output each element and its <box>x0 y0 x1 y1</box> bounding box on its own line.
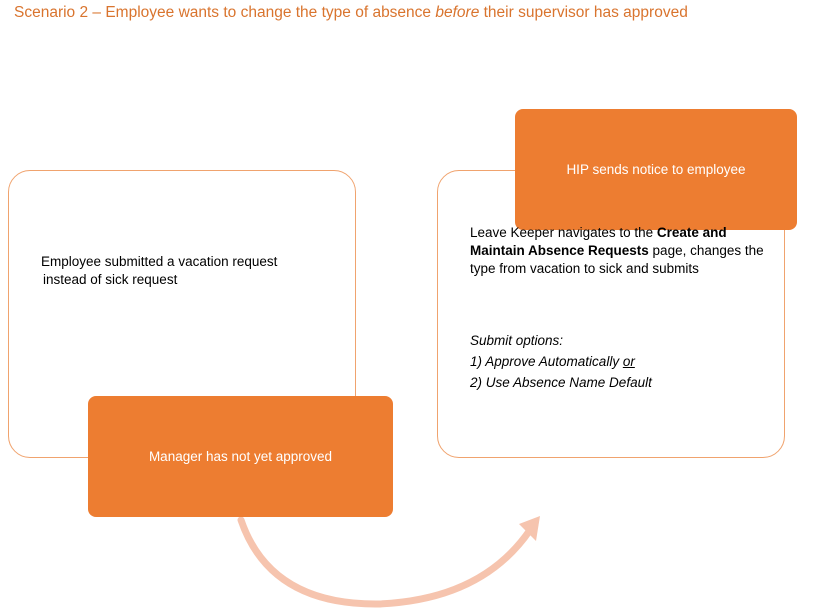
right-step-text-part1: Leave Keeper navigates to the <box>470 225 657 240</box>
manager-status-label: Manager has not yet approved <box>148 449 333 464</box>
title-text-end: their supervisor has approved <box>479 4 688 21</box>
title-text-start: Scenario 2 – Employee wants to change the type of absence <box>14 4 436 21</box>
page-name-bold: Create and Maintain Absence Requests <box>470 225 727 258</box>
hip-notice-box <box>515 109 797 230</box>
left-step-text <box>41 253 331 289</box>
submit-option-2: 2) Use Absence Name Default <box>470 375 652 390</box>
left-step-line-2: instead of sick request <box>43 272 178 287</box>
submit-options-heading: Submit options: <box>470 333 564 348</box>
right-step-text-part2: page, changes the type from vacation to sick and submits <box>470 243 764 276</box>
submit-option-1-or: or <box>622 354 635 369</box>
right-step-text <box>470 224 775 278</box>
hip-notice-label: HIP sends notice to employee <box>566 162 746 177</box>
submit-option-1-text: 1) Approve Automatically <box>470 354 623 369</box>
title-emphasis: before <box>435 4 480 21</box>
submit-option-1 <box>470 351 770 372</box>
left-step-line-1: Employee submitted a vacation request <box>41 254 278 269</box>
manager-status-box <box>88 396 393 517</box>
submit-options <box>470 330 770 393</box>
